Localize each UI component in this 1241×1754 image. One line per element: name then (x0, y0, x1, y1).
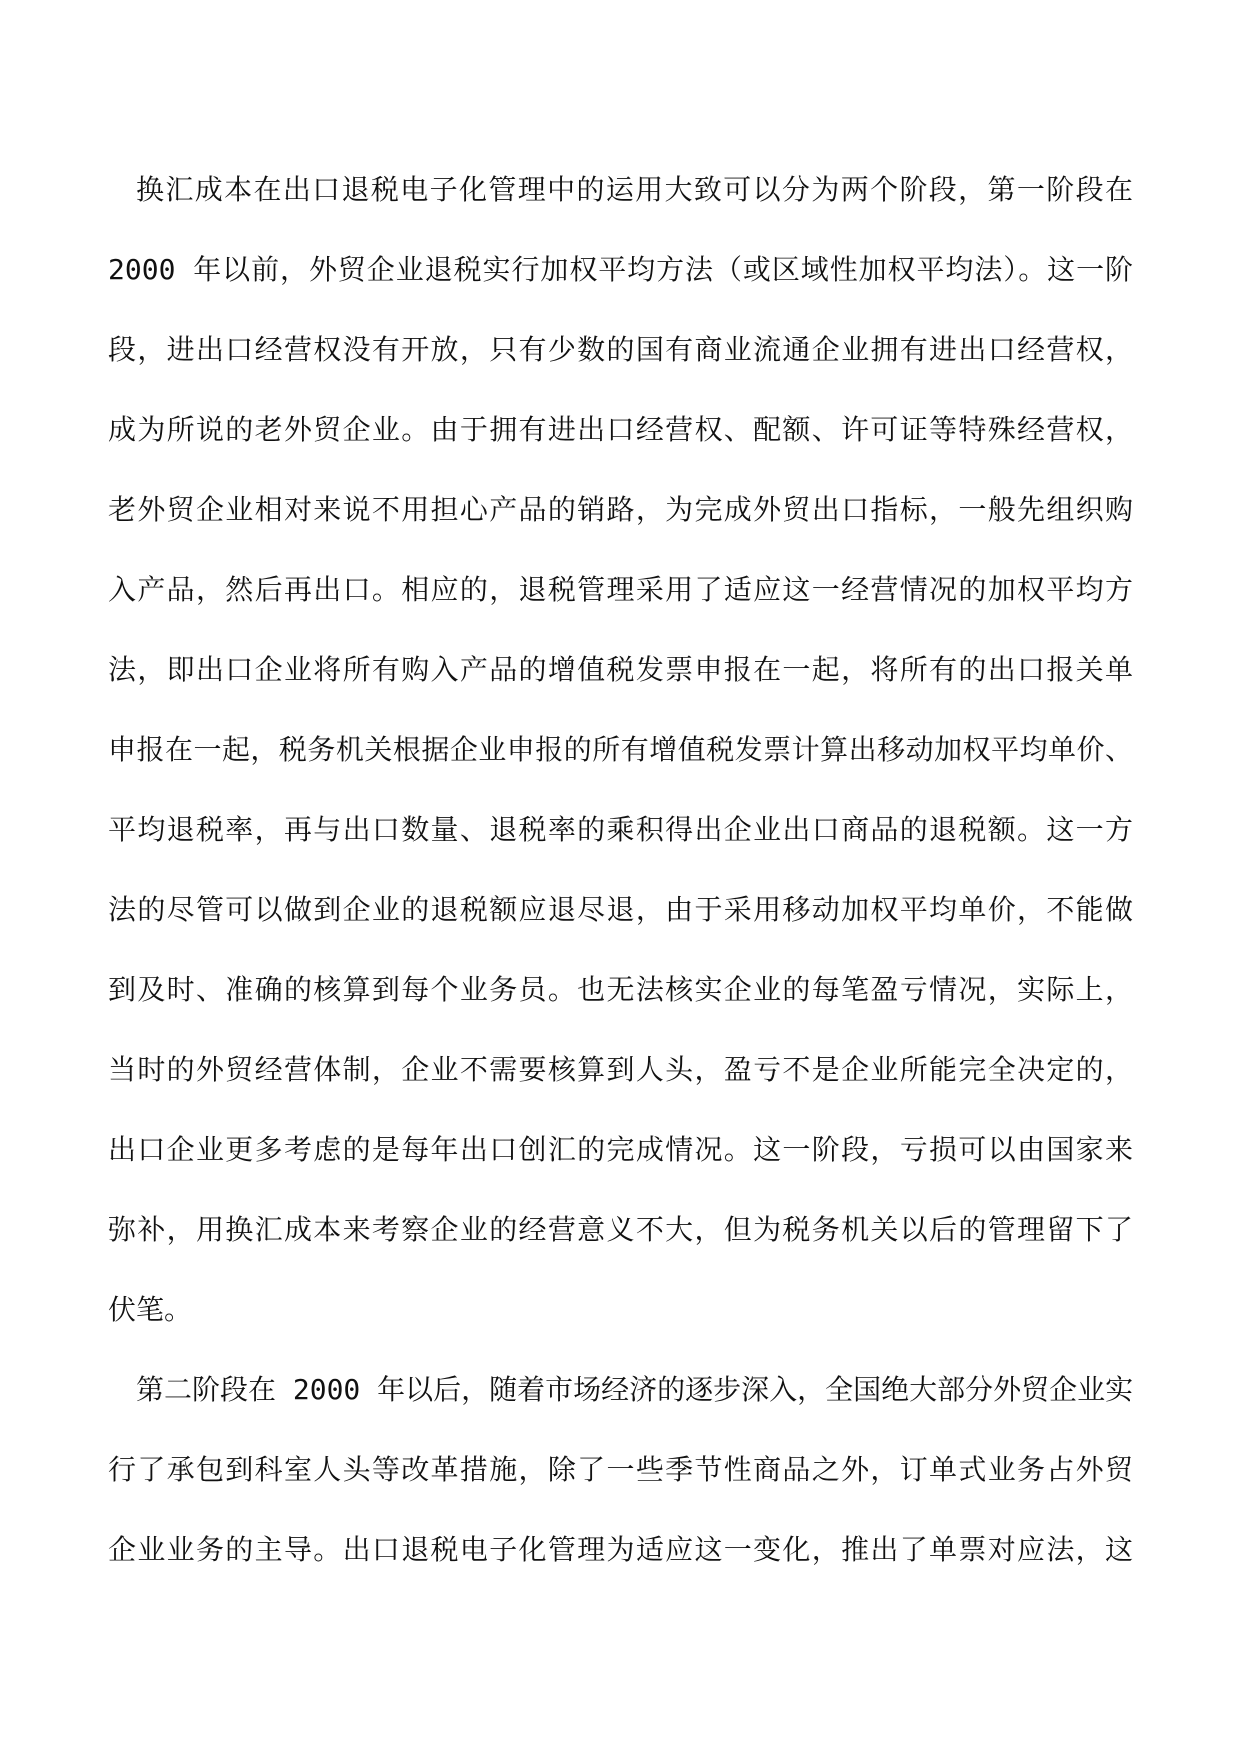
text-line: 换汇成本在出口退税电子化管理中的运用大致可以分为两个阶段，第一阶段在 (136, 173, 1133, 206)
text-line: 伏笔。 (108, 1293, 193, 1326)
text-line: 法的尽管可以做到企业的退税额应退尽退，由于采用移动加权平均单价，不能做 (108, 893, 1133, 926)
text-line: 2000 年以前，外贸企业退税实行加权平均方法（或区域性加权平均法）。这一阶 (108, 253, 1133, 286)
paragraph-1 (108, 150, 1133, 1350)
text-line: 成为所说的老外贸企业。由于拥有进出口经营权、配额、许可证等特殊经营权， (108, 413, 1133, 446)
text-line: 段，进出口经营权没有开放，只有少数的国有商业流通企业拥有进出口经营权， (108, 333, 1133, 366)
text-line: 到及时、准确的核算到每个业务员。也无法核实企业的每笔盈亏情况，实际上， (108, 973, 1133, 1006)
paragraph-2 (108, 1350, 1133, 1590)
text-line: 当时的外贸经营体制，企业不需要核算到人头，盈亏不是企业所能完全决定的， (108, 1053, 1133, 1086)
text-line: 老外贸企业相对来说不用担心产品的销路，为完成外贸出口指标，一般先组织购 (108, 493, 1133, 526)
text-line: 出口企业更多考虑的是每年出口创汇的完成情况。这一阶段，亏损可以由国家来 (108, 1133, 1133, 1166)
document-body (108, 150, 1133, 1590)
text-line: 法，即出口企业将所有购入产品的增值税发票申报在一起，将所有的出口报关单 (108, 653, 1133, 686)
text-line: 企业业务的主导。出口退税电子化管理为适应这一变化，推出了单票对应法，这 (108, 1533, 1133, 1566)
text-line: 行了承包到科室人头等改革措施，除了一些季节性商品之外，订单式业务占外贸 (108, 1453, 1133, 1486)
text-line: 平均退税率，再与出口数量、退税率的乘积得出企业出口商品的退税额。这一方 (108, 813, 1133, 846)
text-line: 第二阶段在 2000 年以后，随着市场经济的逐步深入，全国绝大部分外贸企业实 (136, 1373, 1134, 1406)
text-line: 入产品，然后再出口。相应的，退税管理采用了适应这一经营情况的加权平均方 (108, 573, 1133, 606)
text-line: 申报在一起，税务机关根据企业申报的所有增值税发票计算出移动加权平均单价、 (108, 733, 1133, 766)
text-line: 弥补，用换汇成本来考察企业的经营意义不大，但为税务机关以后的管理留下了 (108, 1213, 1133, 1246)
